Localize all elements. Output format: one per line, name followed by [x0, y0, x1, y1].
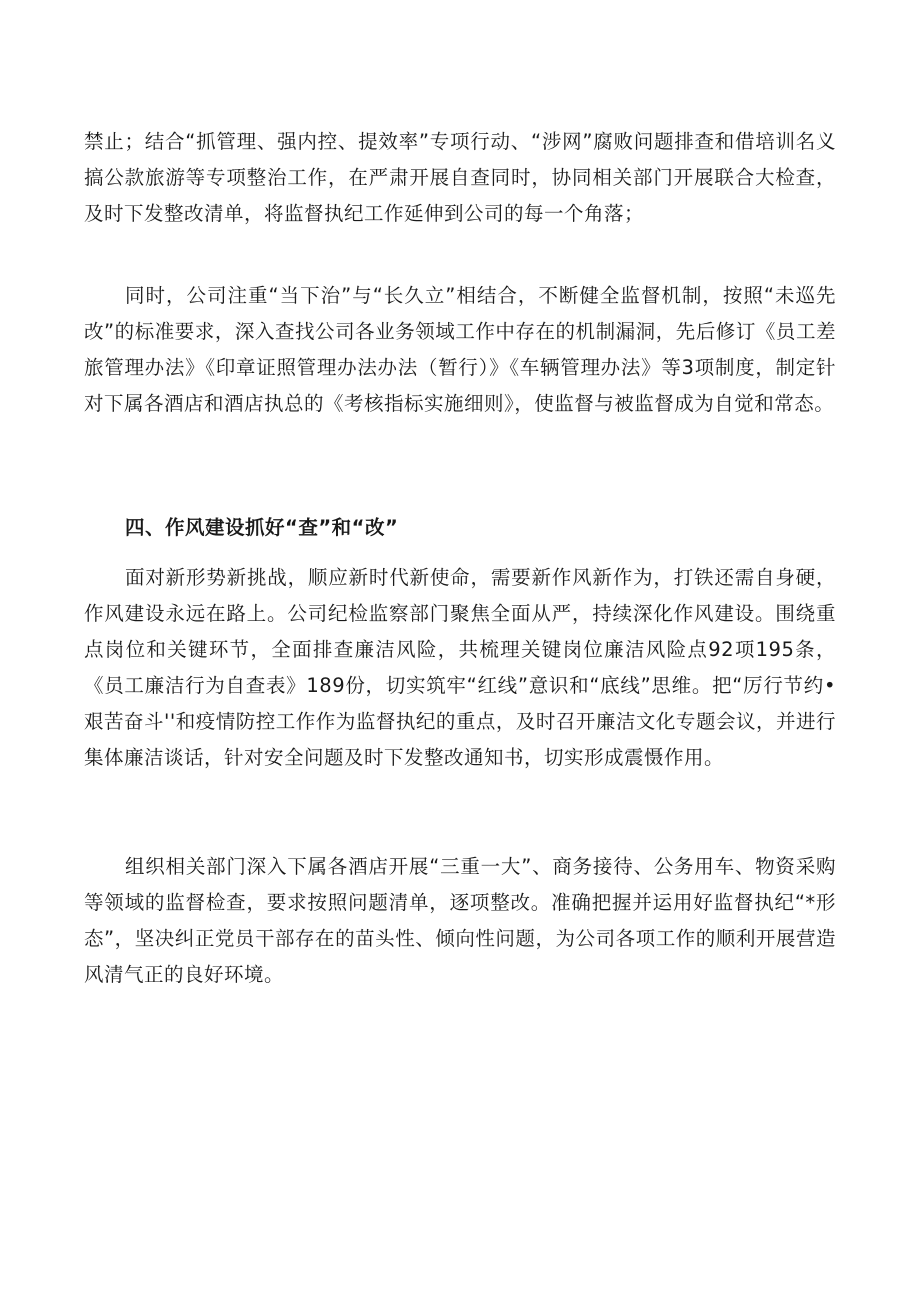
paragraph-text: 禁止；结合“抓管理、强内控、提效率”专项行动、“涉网”腐败问题排查和借培训名义搞公款旅游等专项整治工作，在严肃开展自查同时，协同相关部门开展联合大检查，及时下发整改清单，将监督执纪工作延伸到公司的每一个角落；: [84, 130, 836, 225]
body-paragraph: [84, 278, 836, 422]
body-paragraph: [84, 849, 836, 993]
section-heading: 四、作风建设抓好“查”和“改”: [125, 516, 399, 539]
paragraph-text: 同时，公司注重“当下治”与“长久立”相结合，不断健全监督机制，按照“未巡先改”的标准要求，深入查找公司各业务领域工作中存在的机制漏洞，先后修订《员工差旅管理办法》《印章证照管理办法办法（暂行）》《车辆管理办法》等3项制度，制定针对下属各酒店和酒店执总的《考核指标实施细则》，使监督与被监督成为自觉和常态。: [84, 284, 836, 415]
paragraph-text: 组织相关部门深入下属各酒店开展“三重一大”、商务接待、公务用车、物资采购等领域的监督检查，要求按照问题清单，逐项整改。准确把握并运用好监督执纪“*形态”，坚决纠正党员干部存在的苗头性、倾向性问题，为公司各项工作的顺利开展营造风清气正的良好环境。: [84, 855, 836, 986]
paragraph-text: 面对新形势新挑战，顺应新时代新使命，需要新作风新作为，打铁还需自身硬，作风建设永远在路上。公司纪检监察部门聚焦全面从严，持续深化作风建设。围绕重点岗位和关键环节，全面排查廉洁风险，共梳理关键岗位廉洁风险点92项195条，《员工廉洁行为自查表》189份，切实筑牢“红线”意识和“底线”思维。把“厉行节约•艰苦奋斗''和疫情防控工作作为监督执纪的重点，及时召开廉洁文化专题会议，并进行集体廉洁谈话，针对安全问题及时下发整改通知书，切实形成震慑作用。: [84, 566, 836, 769]
body-paragraph: [84, 560, 836, 776]
body-paragraph: [84, 124, 836, 232]
